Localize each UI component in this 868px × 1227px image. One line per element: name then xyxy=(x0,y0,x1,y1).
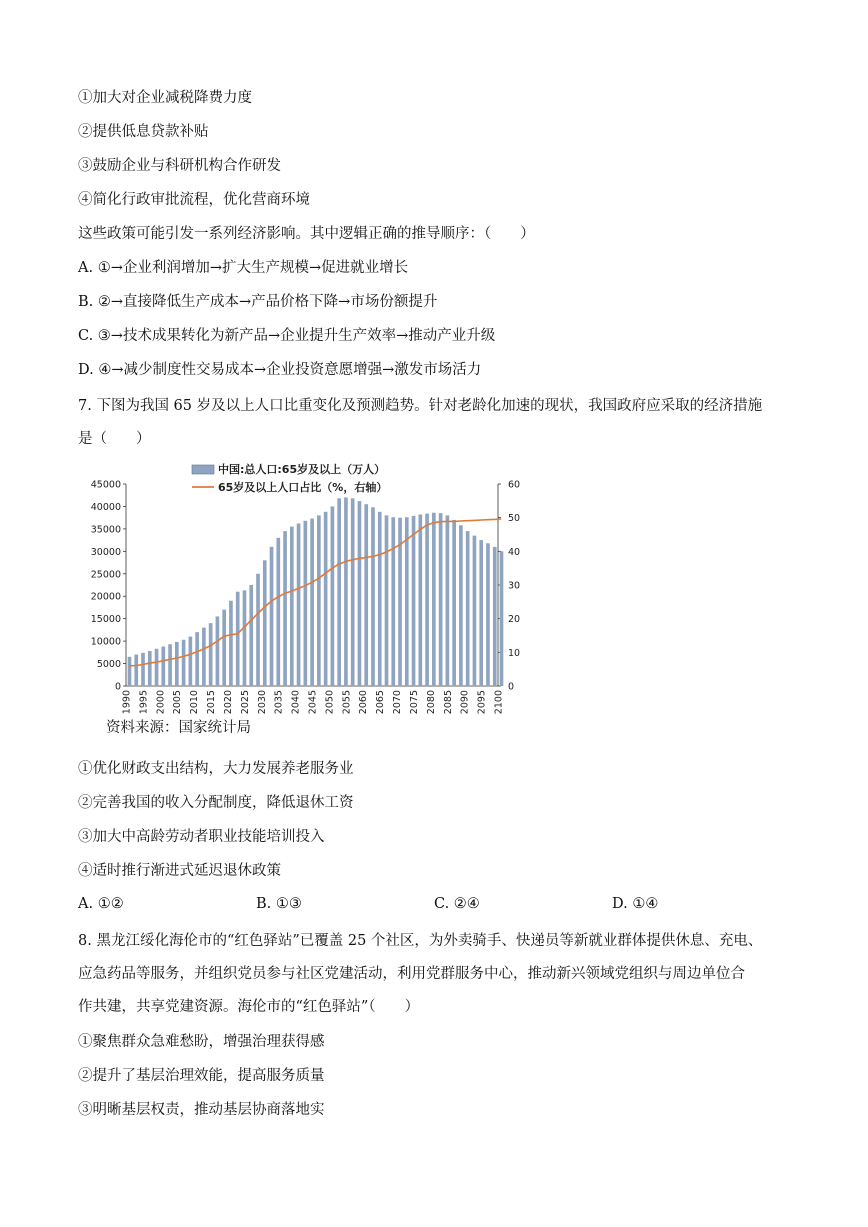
y-tick-label-right: 10 xyxy=(508,647,521,659)
x-tick-label: 2100 xyxy=(493,690,505,715)
q7-option-d[interactable]: D. ①④ xyxy=(612,896,659,912)
bar xyxy=(128,657,132,686)
x-tick-label: 2090 xyxy=(459,690,471,715)
bar xyxy=(161,646,165,686)
y-tick-label-left: 20000 xyxy=(90,591,121,603)
bar xyxy=(378,512,382,686)
choice-a: A. ①→企业利润增加→扩大生产规模→促进就业增长 xyxy=(78,260,409,276)
choice-d: D. ④→减少制度性交易成本→企业投资意愿增强→激发市场活力 xyxy=(78,362,482,378)
bar xyxy=(276,538,280,686)
q7-stem-line1: 7. 下图为我国 65 岁及以上人口比重变化及预测趋势。针对老龄化加速的现状，我国政府应采取的经济措施 xyxy=(78,398,763,414)
x-tick-label: 2040 xyxy=(290,690,302,715)
q8-item-1: ①聚焦群众急难愁盼，增强治理获得感 xyxy=(78,1034,325,1050)
choice-c: C. ③→技术成果转化为新产品→企业提升生产效率→推动产业升级 xyxy=(78,328,496,344)
x-tick-label: 2045 xyxy=(307,690,319,715)
y-tick-label-left: 15000 xyxy=(90,614,121,626)
option-a-line-3: ④简化行政审批流程，优化营商环境 xyxy=(78,192,310,208)
q7-item-2: ②完善我国的收入分配制度，降低退休工资 xyxy=(78,795,354,811)
bar xyxy=(452,520,456,686)
bar xyxy=(310,519,314,686)
q7-item-1: ①优化财政支出结构，大力发展养老服务业 xyxy=(78,761,354,777)
legend-line-label: 65岁及以上人口占比（%，右轴） xyxy=(218,481,388,494)
bar xyxy=(331,506,335,686)
x-tick-label: 2085 xyxy=(442,690,454,715)
bar xyxy=(236,592,240,686)
bar xyxy=(297,524,301,686)
y-tick-label-left: 5000 xyxy=(96,659,121,671)
q7-options xyxy=(78,896,798,916)
bar xyxy=(466,531,470,686)
bar xyxy=(175,642,179,686)
x-tick-label: 2060 xyxy=(358,690,370,715)
q7-item-3: ③加大中高龄劳动者职业技能培训投入 xyxy=(78,829,325,845)
bar xyxy=(209,623,213,686)
x-tick-label: 2095 xyxy=(476,690,488,715)
y-tick-label-left: 45000 xyxy=(90,479,121,491)
bar xyxy=(425,514,429,686)
population-chart xyxy=(84,456,524,716)
bar xyxy=(439,513,443,686)
x-tick-label: 2075 xyxy=(408,690,420,715)
bar-series xyxy=(128,497,504,686)
bar xyxy=(473,536,477,686)
y-tick-label-right: 60 xyxy=(508,479,521,491)
bar xyxy=(358,501,362,686)
x-tick-label: 2020 xyxy=(222,690,234,715)
x-tick-label: 2080 xyxy=(425,690,437,715)
bar xyxy=(189,637,193,686)
bar xyxy=(243,590,247,686)
q7-option-a[interactable]: A. ①② xyxy=(78,896,124,912)
bar xyxy=(500,551,504,686)
bar xyxy=(134,655,138,686)
bar xyxy=(195,632,199,686)
y-tick-label-right: 20 xyxy=(508,614,521,626)
bar xyxy=(148,651,152,686)
x-tick-label: 2055 xyxy=(341,690,353,715)
q8-stem-line1: 8. 黑龙江绥化海伦市的“红色驿站”已覆盖 25 个社区，为外卖骑手、快递员等新就业群体提供休息、充电、 xyxy=(78,933,763,949)
y-tick-label-right: 0 xyxy=(508,681,515,693)
bar xyxy=(479,540,483,686)
bar xyxy=(283,531,287,686)
bar xyxy=(141,653,145,686)
bar xyxy=(385,515,389,686)
bar xyxy=(155,649,159,686)
option-a-line-0: ①加大对企业减税降费力度 xyxy=(78,90,252,106)
bar xyxy=(222,610,226,686)
bar xyxy=(344,497,348,686)
bar xyxy=(459,525,463,686)
bar xyxy=(290,527,294,686)
x-tick-label: 1995 xyxy=(138,690,150,715)
bar xyxy=(168,644,172,686)
bar xyxy=(486,543,490,686)
y-tick-label-left: 25000 xyxy=(90,569,121,581)
x-tick-label: 2015 xyxy=(206,690,218,715)
chart-source: 资料来源：国家统计局 xyxy=(106,720,251,736)
bar xyxy=(304,521,308,686)
bar xyxy=(432,513,436,686)
bar xyxy=(229,601,233,686)
q8-item-3: ③明晰基层权责，推动基层协商落地实 xyxy=(78,1102,325,1118)
y-tick-label-left: 0 xyxy=(114,681,121,693)
bar xyxy=(493,547,497,686)
x-tick-label: 2050 xyxy=(324,690,336,715)
x-tick-label: 2000 xyxy=(155,690,167,715)
x-tick-label: 2010 xyxy=(189,690,201,715)
bar xyxy=(202,628,206,686)
x-tick-label: 1990 xyxy=(121,690,133,715)
q7-option-b[interactable]: B. ①③ xyxy=(256,896,302,912)
bar xyxy=(216,616,220,686)
y-tick-label-left: 40000 xyxy=(90,501,121,513)
x-tick-label: 2005 xyxy=(172,690,184,715)
y-tick-label-left: 35000 xyxy=(90,524,121,536)
bar xyxy=(317,515,321,686)
legend-bar-swatch xyxy=(192,465,214,474)
x-tick-label: 2070 xyxy=(392,690,404,715)
bar xyxy=(371,507,375,686)
y-tick-label-right: 40 xyxy=(508,546,521,558)
option-a-line-1: ②提供低息贷款补贴 xyxy=(78,124,209,140)
bar xyxy=(412,516,416,686)
q8-item-2: ②提升了基层治理效能，提高服务质量 xyxy=(78,1068,325,1084)
x-tick-label: 2025 xyxy=(239,690,251,715)
bar xyxy=(324,512,328,686)
bar xyxy=(364,504,368,686)
bar xyxy=(337,498,341,686)
bar xyxy=(391,517,395,686)
bar xyxy=(182,640,186,686)
q7-option-c[interactable]: C. ②④ xyxy=(434,896,480,912)
bar xyxy=(418,515,422,686)
legend-bar-label: 中国:总人口:65岁及以上（万人） xyxy=(218,463,386,476)
bar xyxy=(249,585,253,686)
y-tick-label-right: 30 xyxy=(508,580,521,592)
option-a-line-2: ③鼓励企业与科研机构合作研发 xyxy=(78,158,281,174)
q7-item-4: ④适时推行渐进式延迟退休政策 xyxy=(78,863,281,879)
choice-b: B. ②→直接降低生产成本→产品价格下降→市场份额提升 xyxy=(78,294,438,310)
bar xyxy=(263,560,267,686)
bar xyxy=(405,517,409,686)
y-tick-label-left: 10000 xyxy=(90,636,121,648)
bar xyxy=(446,515,450,686)
q8-stem-line2: 应急药品等服务，并组织党员参与社区党建活动，利用党群服务中心，推动新兴领域党组织与周边单位合 xyxy=(78,966,745,982)
x-tick-label: 2030 xyxy=(256,690,268,715)
y-tick-label-left: 30000 xyxy=(90,546,121,558)
y-tick-label-right: 50 xyxy=(508,513,521,525)
x-tick-label: 2065 xyxy=(375,690,387,715)
bar xyxy=(270,547,274,686)
x-tick-label: 2035 xyxy=(273,690,285,715)
bar xyxy=(351,498,355,686)
question-stem: 这些政策可能引发一系列经济影响。其中逻辑正确的推导顺序：（ ） xyxy=(78,226,535,242)
q8-stem-line3: 作共建，共享党建资源。海伦市的“红色驿站”（ ） xyxy=(78,999,420,1015)
q7-stem-line2: 是（ ） xyxy=(78,431,151,447)
bar xyxy=(256,574,260,686)
chart-legend xyxy=(192,462,387,494)
